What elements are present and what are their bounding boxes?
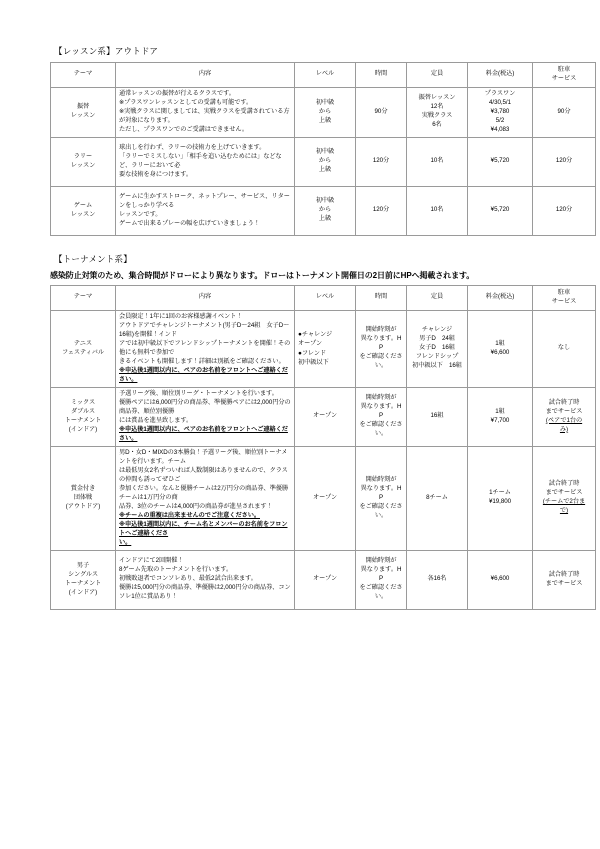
row-theme-line3: トーナメント [64,416,102,424]
time-line: 異なります。HP [360,403,402,420]
content-note: い。 [119,538,132,546]
row-theme [51,387,116,446]
table-row [51,310,596,387]
row-theme [51,446,116,550]
parking-line: 試合終了時 [548,480,580,488]
header-price: 料金(税込) [468,62,533,87]
header-parking [533,62,596,87]
row-time: 120分 [356,137,407,186]
infection-notice: 感染防止対策のため、集合時間がドローにより異なります。ドローはトーナメント開催日の2日前にHPへ掲載されます。 [50,270,475,280]
capacity-line: フレンドシップ [415,353,459,361]
parking-note-line2: み) [559,425,569,433]
content-line: 8ゲーム先取のトーナメントを行います。 [119,566,233,574]
table-row [51,137,596,186]
header-content: 内容 [116,285,295,310]
price-line: ¥6,600 [490,348,510,356]
header-time: 時間 [356,285,407,310]
price-line: ¥4,083 [490,125,510,133]
row-content [116,550,295,609]
row-price: ¥5,720 [468,186,533,235]
capacity-line: 初中級以下 16組 [412,362,462,370]
tournament-section [50,253,586,610]
parking-line: までサービス [545,489,583,497]
price-line: プラスワン [484,89,516,97]
content-line: は最低男女2名ずついれば人数制限はありませんので、クラスの仲間も誘ってぜひご [119,466,288,483]
bullet-dot-icon: ● [298,330,302,338]
row-theme-line2: 団体戦 [73,493,93,501]
row-price [468,87,533,137]
time-line: 開始時刻が [365,475,397,483]
row-theme-line1: ラリー [73,152,93,160]
level-bullet-group [298,330,352,349]
time-line: 開始時刻が [365,326,397,334]
tournament-table-header-row [51,285,596,310]
table-row [51,186,596,235]
parking-line: 試合終了時 [548,398,580,406]
header-capacity: 定員 [407,285,468,310]
header-content: 内容 [116,62,295,87]
section-divider-space [50,236,550,254]
level-line: 上級 [318,166,332,174]
capacity-line: 12名 [430,103,444,111]
time-line: 開始時刻が [365,557,397,565]
row-theme [51,87,116,137]
parking-note-line2: で) [559,507,569,515]
lesson-section-title: 【レッスン系】アウトドア [54,46,159,56]
row-theme-line2: ダブルス [70,407,96,415]
row-theme-line2: レッスン [70,161,96,169]
tournament-table [50,285,596,610]
capacity-line: 実戦クラス [421,112,453,120]
header-capacity: 定員 [407,62,468,87]
row-theme [51,310,116,387]
row-level [295,310,356,387]
row-capacity: 16組 [407,387,468,446]
price-line: 1チーム [489,489,511,497]
row-price [468,446,533,550]
header-parking-line1: 駐車 [557,288,571,296]
row-capacity: 各16名 [407,550,468,609]
row-time: 90分 [356,87,407,137]
row-theme-line1: 男子 [76,561,90,569]
content-line: 参加ください。なんと優勝チームは2万円分の商品券、準優勝チームは1万円分の商 [119,484,289,501]
row-level: オープン [295,446,356,550]
capacity-line: チャレンジ [421,326,453,334]
level-line: 上級 [318,116,332,124]
parking-note-line1: (ペアで1台の [545,416,583,424]
time-line: をご確認くださ [359,421,403,429]
content-line: 球出しを行わず、ラリーの技術力を上げていきます。 [119,143,266,151]
row-parking: 120分 [533,186,596,235]
level-text: チャレンジ [301,330,333,338]
row-content [116,186,295,235]
row-theme-line1: ゲーム [73,201,93,209]
row-theme [51,550,116,609]
time-line: い。 [374,511,388,519]
level-line: 初中級 [315,197,335,205]
content-note: ※チームの重複は出来ませんのでご注意ください。 [119,511,260,519]
capacity-line: 6名 [432,121,442,129]
time-line: 異なります。HP [360,566,402,583]
content-line: 予選リーグ後、順位別リーグ・トーナメントを行います。 [119,389,278,397]
level-text: フレンド [301,349,327,357]
lesson-table-header-row [51,62,596,87]
row-price [468,387,533,446]
content-line: 男D・女D・MIXDの3本勝負！予選リーグ後、順位別トーナメントを行います。チーム [119,448,288,465]
price-line: 1組 [495,339,505,347]
content-line: 「ラリーでミスしない」「相手を追い込むためには」などなど、ラリーにおいて必 [119,152,282,169]
header-theme: テーマ [51,62,116,87]
level-bullet-line [298,349,352,359]
time-line: をご確認くださ [359,584,403,592]
parking-line: 試合終了時 [548,570,580,578]
content-line: 初戦敗退者でコンソレあり、最低2試合出来ます。 [119,575,257,583]
row-theme [51,137,116,186]
row-content [116,87,295,137]
row-level [295,87,356,137]
row-theme-line1: 振替 [76,103,90,111]
price-line: 5/2 [495,116,505,124]
content-line: アウトドアでチャレンジトーナメント(男子D〜24組 女子D〜16組)を開催！インド [119,321,290,338]
row-price [468,310,533,387]
price-line: 1組 [495,407,505,415]
row-capacity: 10名 [407,137,468,186]
level-line: から [318,157,332,165]
row-time: 120分 [356,186,407,235]
row-capacity [407,87,468,137]
row-theme-line3: トーナメント [64,579,102,587]
row-content [116,310,295,387]
level-bullet-group [298,349,352,368]
content-note: ※申込後1週間以内に、チーム名とメンバーのお名前をフロントへご連絡くださ [119,520,288,537]
level-line: 上級 [318,215,332,223]
content-line: ※実戦クラスに関しましては、実戦クラスを受講されている方が対象になります。 [119,107,290,124]
row-theme-line2: フェスティバル [61,348,105,356]
row-theme-line4: (インドア) [68,425,98,433]
header-theme: テーマ [51,285,116,310]
level-line: から [318,206,332,214]
table-row [51,87,596,137]
header-level: レベル [295,62,356,87]
row-theme [51,186,116,235]
row-parking: 120分 [533,137,596,186]
content-line: アでは初中級以下でフレンドシップトーナメントを開催！その他にも無料で参加で [119,339,291,356]
row-time [356,550,407,609]
price-line: 4/30,5/1 [489,98,511,106]
content-line: ゲームに生かすストローク、ネットプレー、サービス、リターンをしっかり学べる [119,192,290,209]
row-price: ¥5,720 [468,137,533,186]
level-bullet-line [298,330,352,340]
row-level [295,137,356,186]
row-level: オープン [295,387,356,446]
price-line: ¥3,780 [490,107,510,115]
parking-line: までサービス [545,407,583,415]
content-line: 通常レッスンの振替が行えるクラスです。 [119,89,235,97]
parking-line: までサービス [545,579,583,587]
table-row [51,446,596,550]
price-line: ¥19,800 [488,498,512,506]
row-level: オープン [295,550,356,609]
row-theme-line2: レッスン [70,210,96,218]
header-time: 時間 [356,62,407,87]
row-price: ¥6,600 [468,550,533,609]
level-bullet-sub: 初中級以下 [298,358,329,366]
header-parking-line2: サービス [551,74,577,82]
header-price: 料金(税込) [468,285,533,310]
row-theme-line1: 賞金付き [70,484,96,492]
row-level [295,186,356,235]
bullet-dot-icon: ● [298,349,302,357]
time-line: をご確認くださ [359,353,403,361]
row-capacity: 8チーム [407,446,468,550]
row-content [116,137,295,186]
level-line: 初中級 [315,148,335,156]
row-theme-line4: (インドア) [68,588,98,596]
content-line: 品券、3位のチームは4,000円の商品券が進呈されます！ [119,502,273,510]
header-parking [533,285,596,310]
row-time [356,387,407,446]
time-line: い。 [374,593,388,601]
time-line: 開始時刻が [365,394,397,402]
capacity-line: 男子D 24組 [419,335,455,343]
row-content [116,446,295,550]
header-level: レベル [295,285,356,310]
row-parking [533,446,596,550]
row-theme-line2: シングルス [67,570,99,578]
row-parking: なし [533,310,596,387]
row-time [356,310,407,387]
content-line: ゲームで出来るプレーの幅を広げていきましょう！ [119,219,260,227]
content-note: ※申込後1週間以内に、ペアのお名前をフロントへご連絡ください。 [119,366,288,383]
capacity-line: 女子D 16組 [419,344,455,352]
content-line: レッスンです。 [119,210,162,218]
table-row [51,387,596,446]
row-parking: 90分 [533,87,596,137]
tournament-section-title: 【トーナメント系】 [54,253,132,264]
content-line: インドアにて2回開催！ [119,557,184,565]
content-line: 会員限定！1年に1回のお客様感謝イベント！ [119,312,243,320]
content-note: ※申込後1週間以内に、ペアのお名前をフロントへご連絡ください。 [119,425,288,442]
row-theme-line1: テニス [73,339,93,347]
header-parking-line2: サービス [551,297,577,305]
time-line: をご確認くださ [359,502,403,510]
level-bullet-sub: オープン [298,339,322,347]
time-line: 異なります。HP [360,484,402,501]
lesson-table [50,62,596,236]
content-line: 優勝ペアには6,000円分の商品券、準優勝ペアには2,000円分の商品券、順位別優勝 [119,398,291,415]
header-parking-line1: 駐車 [557,65,571,73]
content-line: ただし、プラスワンでのご受講はできません。 [119,125,249,133]
table-row [51,550,596,609]
row-content [116,387,295,446]
capacity-line: 振替レッスン [418,94,456,102]
content-line: 要な技術を身につけます。 [119,170,193,178]
row-theme-line1: ミックス [70,398,96,406]
level-line: から [318,107,332,115]
time-line: 異なります。HP [360,335,402,352]
row-capacity: 10名 [407,186,468,235]
time-line: い。 [374,430,388,438]
level-line: 初中級 [315,98,335,106]
row-time [356,446,407,550]
content-line: ※プラスワンレッスンとしての受講も可能です。 [119,98,253,106]
parking-note-line1: (チームで2台ま [542,498,586,506]
price-line: ¥7,700 [490,416,510,424]
lesson-section [50,46,577,236]
content-line: きるイベントも開催します！詳細は別紙をご確認ください。 [119,357,285,365]
row-parking [533,387,596,446]
row-theme-line3: (アウトドア) [65,502,101,510]
content-line: 優勝は5,000円分の商品券、準優勝は2,000円分の商品券、コンソレ1位に賞品あり！ [119,584,291,601]
row-theme-line2: レッスン [70,112,96,120]
row-parking [533,550,596,609]
content-line: には賞品を進呈致します。 [119,416,193,424]
row-capacity [407,310,468,387]
time-line: い。 [374,362,388,370]
